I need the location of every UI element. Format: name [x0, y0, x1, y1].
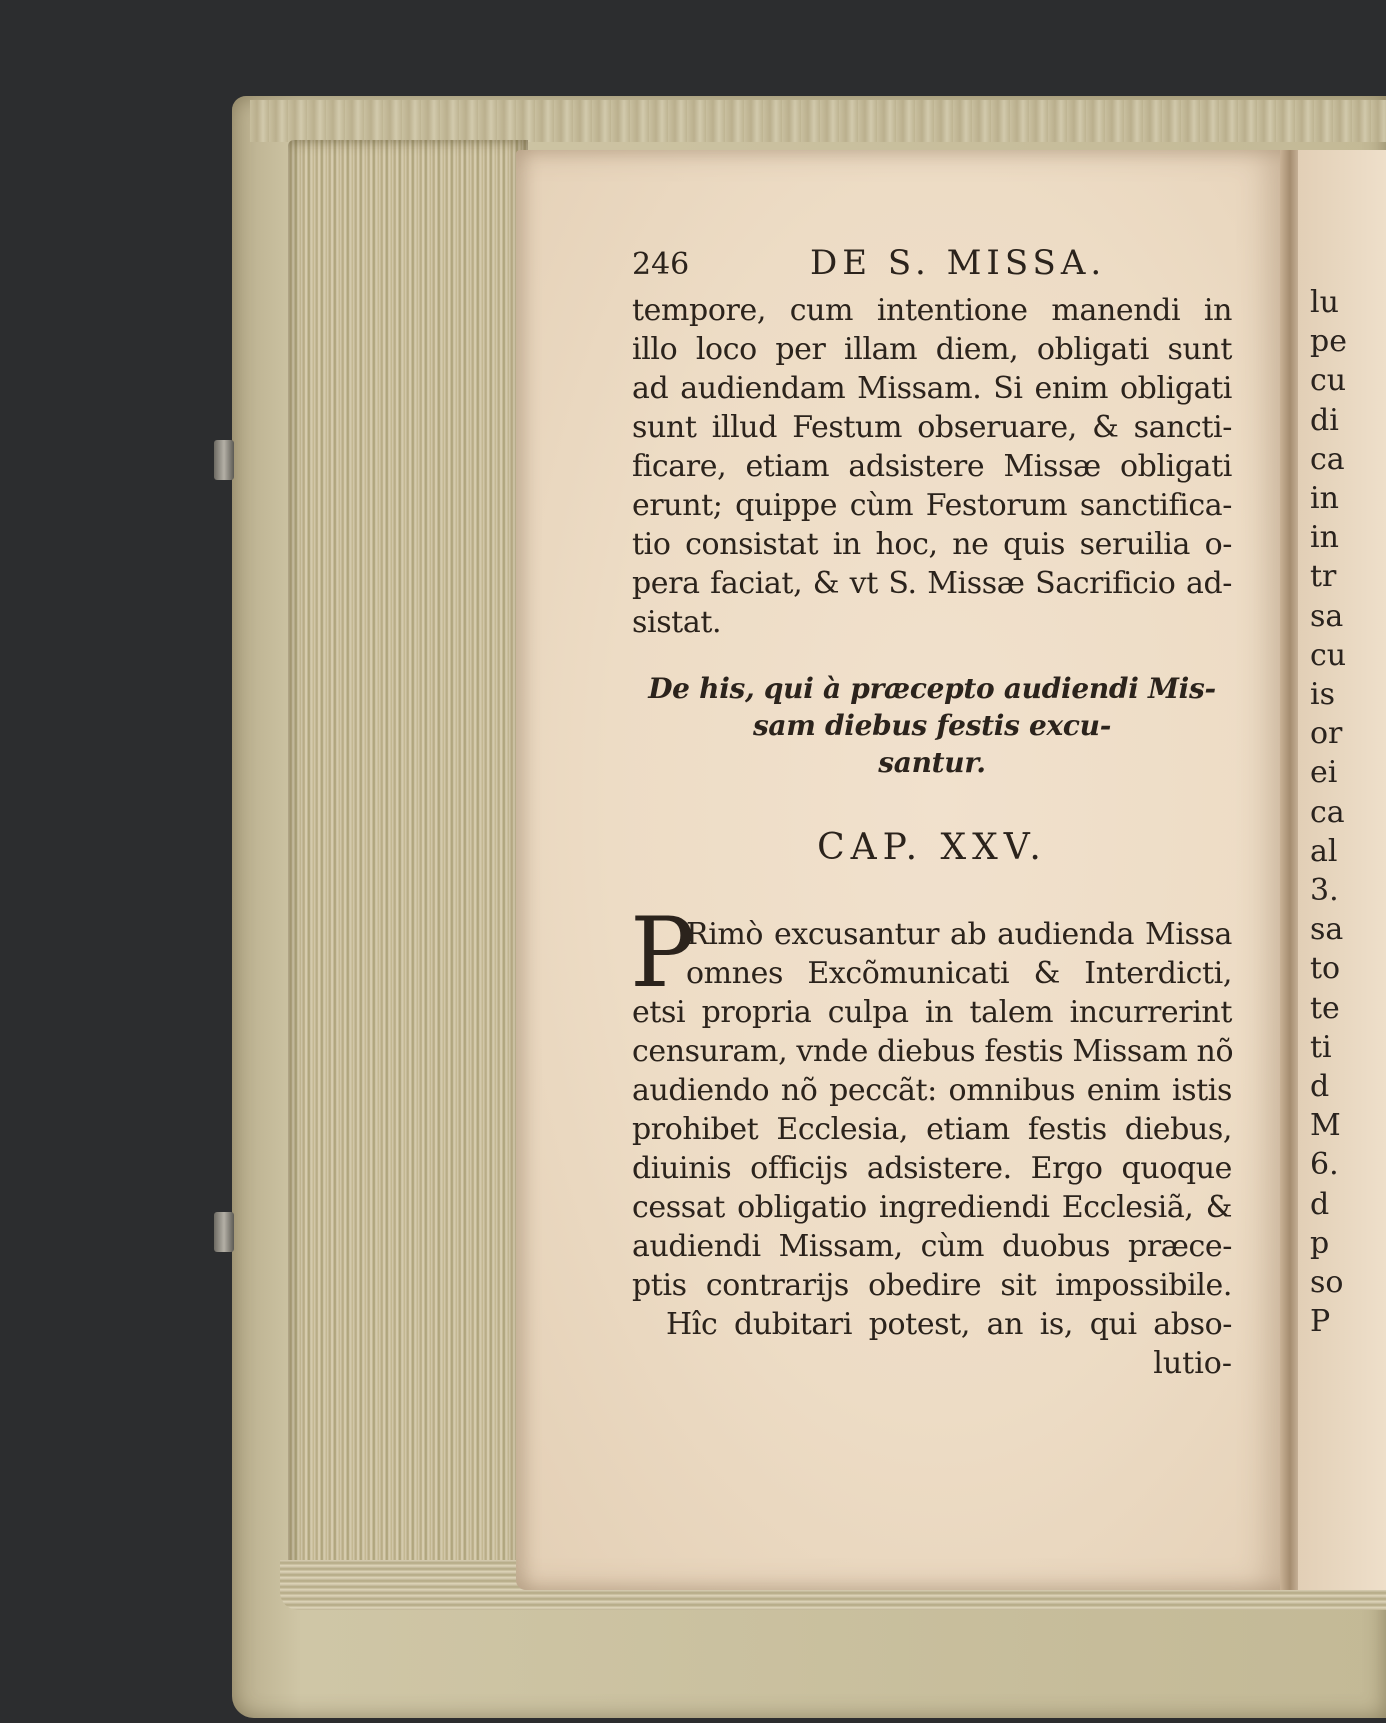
facing-page-fragment: 3. [1310, 873, 1339, 908]
facing-page-fragment: pe [1310, 324, 1347, 360]
text-line: pera faciat, & vt S. Missæ Sacrificio ad- [632, 566, 1232, 601]
text-line: Rimò excusantur ab audienda Missa [686, 917, 1232, 952]
facing-page-fragment: ca [1310, 794, 1345, 830]
facing-page-fragment: or [1310, 716, 1343, 752]
page-edges-stack [288, 140, 528, 1580]
facing-page-fragment: cu [1310, 637, 1347, 673]
text-line: ptis contrarijs obedire sit impossibile. [632, 1268, 1232, 1303]
text-line: ad audiendam Missam. Si enim obligati [632, 371, 1232, 406]
heading-line: De his, qui à præcepto audiendi Mis- [648, 672, 1216, 705]
text-line: audiendo nõ peccãt: omnibus enim istis [632, 1073, 1232, 1108]
text-line: sistat. [632, 605, 722, 640]
facing-page-fragment: d [1310, 1069, 1330, 1104]
text-line: tempore, cum intentione manendi in [632, 293, 1232, 328]
running-head: DE S. MISSA. [810, 243, 1107, 283]
facing-page-fragment: M [1310, 1108, 1341, 1144]
facing-page-fragment: al [1310, 833, 1338, 869]
heading-line: sam diebus festis excu- [752, 709, 1112, 742]
body-bottom [630, 897, 1234, 1383]
facing-page-fragment: tr [1310, 559, 1337, 595]
section-heading [632, 670, 1232, 781]
drop-capital: P [630, 897, 695, 1009]
text-line: prohibet Ecclesia, etiam festis diebus, [632, 1112, 1232, 1147]
chapter-title: CAP. XXV. [817, 827, 1047, 868]
facing-page-fragment: ca [1310, 441, 1345, 477]
facing-page-fragment: lu [1310, 285, 1339, 320]
folio-number: 246 [632, 247, 690, 282]
text-line: cessat obligatio ingrediendi Ecclesiã, & [632, 1190, 1232, 1225]
text-line: omnes Excõmunicati & Interdicti, [686, 956, 1232, 991]
facing-page-fragment: 6. [1310, 1147, 1339, 1183]
facing-page-fragment: to [1310, 951, 1341, 987]
facing-page-fragment: so [1310, 1265, 1344, 1300]
text-line: censuram, vnde diebus festis Missam nõ [632, 1034, 1234, 1069]
facing-page-fragment: d [1310, 1186, 1330, 1222]
facing-page-fragment: te [1310, 990, 1340, 1026]
facing-page-fragment: in [1310, 520, 1339, 556]
facing-page-fragment: ei [1310, 755, 1338, 791]
facing-page [1298, 150, 1386, 1590]
facing-page-fragment: sa [1310, 912, 1344, 948]
facing-page-fragment: sa [1310, 598, 1344, 634]
facing-page-fragment: P [1310, 1304, 1331, 1340]
text-line: illo loco per illam diem, obligati sunt [632, 332, 1232, 367]
text-line: ficare, etiam adsistere Missæ obligati [632, 449, 1232, 484]
facing-page-fragment: p [1310, 1225, 1330, 1261]
text-line: audiendi Missam, cùm duobus præce- [632, 1229, 1232, 1264]
catchword: lutio- [1153, 1346, 1232, 1381]
cover-top-edge [250, 100, 1386, 142]
clasp-upper [214, 440, 234, 480]
text-line: diuinis officijs adsistere. Ergo quoque [632, 1151, 1232, 1186]
text-line: erunt; quippe cùm Festorum sanctifica- [632, 488, 1232, 523]
book-gutter [1280, 150, 1300, 1590]
heading-line: santur. [878, 746, 986, 779]
facing-page-fragment: di [1310, 402, 1339, 438]
facing-page-fragment: in [1310, 481, 1339, 516]
clasp-lower [214, 1212, 234, 1252]
text-line: tio consistat in hoc, ne quis seruilia o- [632, 527, 1232, 562]
body-top [632, 291, 1232, 642]
text-line: sunt illud Festum obseruare, & sancti- [632, 410, 1232, 445]
text-block [632, 243, 1232, 1383]
facing-page-fragment: cu [1310, 363, 1347, 399]
facing-page-fragment: ti [1310, 1029, 1332, 1065]
facing-page-fragment: is [1310, 677, 1335, 712]
page-header [632, 243, 1232, 291]
text-line: etsi propria culpa in talem incurrerint [632, 995, 1232, 1030]
text-line: Hîc dubitari potest, an is, qui abso- [666, 1307, 1232, 1342]
